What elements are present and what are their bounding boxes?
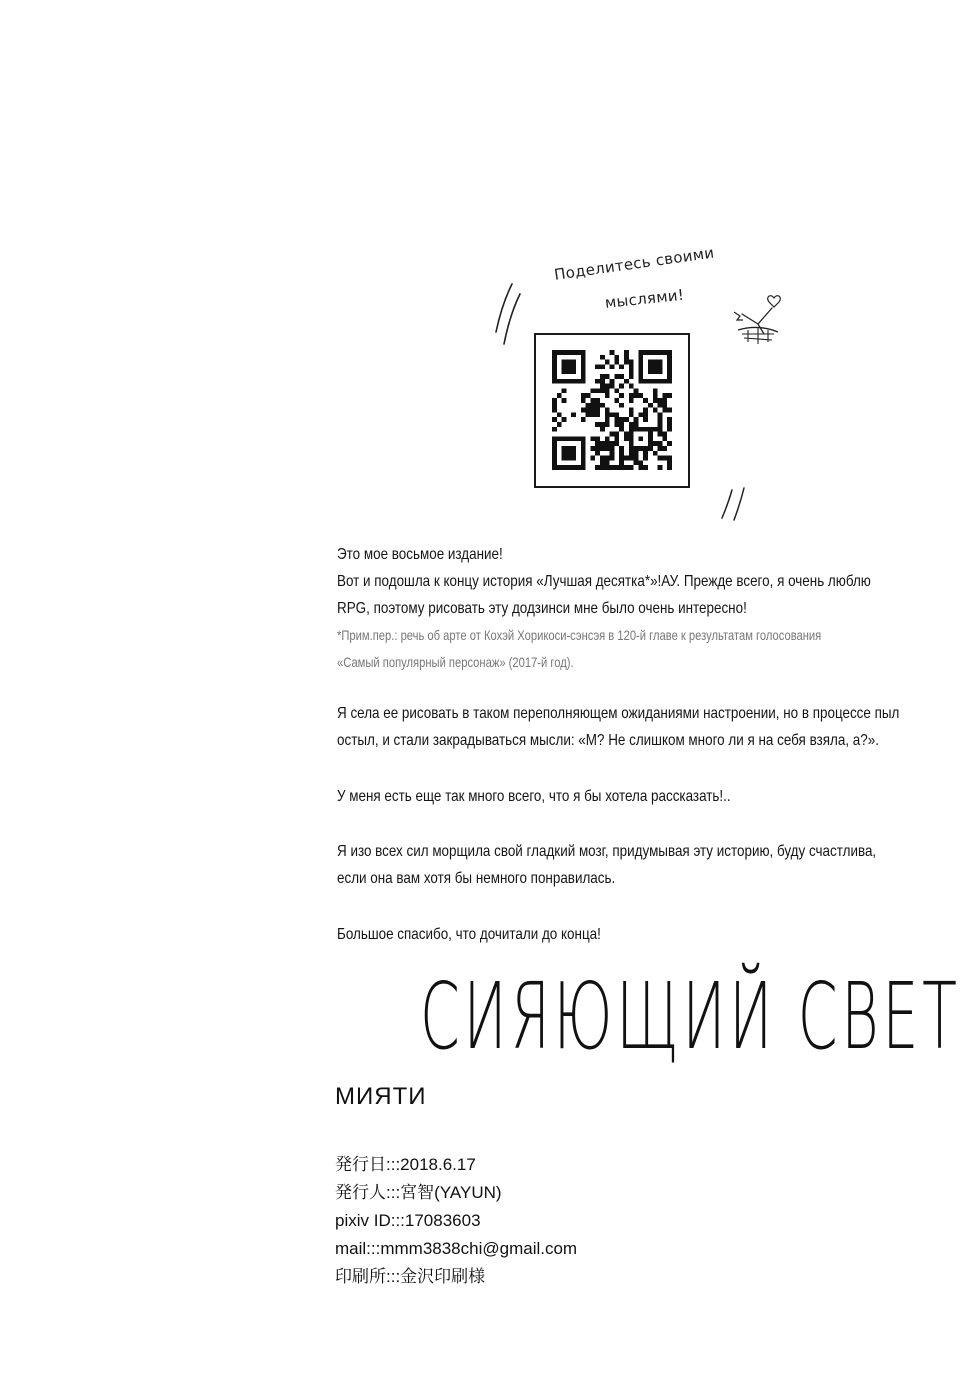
character-doodle-icon (728, 290, 790, 350)
colophon-mail[interactable]: mail:::mmm3838chi@gmail.com (335, 1239, 578, 1258)
colophon-date: 発行日:::2018.6.17 (335, 1155, 476, 1174)
afterword-line: Я изо всех сил морщила свой гладкий мозг, придумывая эту историю, буду счастлива, (337, 843, 877, 860)
doodle-strokes-left (490, 280, 530, 350)
caption-line-1: Поделитесь своими (553, 243, 716, 284)
colophon-publisher: 発行人:::宮智(YAYUN) (335, 1183, 502, 1202)
doodle-strokes-right (718, 486, 758, 526)
translator-note (337, 622, 881, 676)
colophon-pixiv: pixiv ID:::17083603 (335, 1211, 481, 1230)
afterword-paragraph-5 (337, 921, 841, 948)
afterword-paragraph-1 (337, 541, 871, 622)
book-title: СИЯЮЩИЙ СВЕТ (420, 963, 961, 1070)
note-line: «Самый популярный персонаж» (2017-й год). (337, 654, 574, 670)
afterword-paragraph-3 (337, 783, 841, 810)
afterword-line: Большое спасибо, что дочитали до конца! (337, 926, 601, 943)
afterword-line: RPG, поэтому рисовать эту додзинси мне было очень интересно! (337, 600, 747, 617)
qr-code-icon[interactable] (552, 350, 672, 470)
afterword-line: У меня есть еще так много всего, что я бы хотела рассказать!.. (337, 788, 731, 805)
author-name: МИЯТИ (335, 1083, 427, 1110)
colophon (335, 1151, 577, 1291)
afterword-line: Это мое восьмое издание! (337, 546, 503, 563)
note-line: *Прим.пер.: речь об арте от Кохэй Хорикоси-сэнсэя в 120-й главе к результатам голосования (337, 627, 822, 643)
afterword-paragraph-2 (337, 700, 900, 754)
colophon-printer: 印刷所:::金沢印刷様 (335, 1267, 486, 1286)
afterword-line: если она вам хотя бы немного понравилась. (337, 870, 616, 887)
afterword-line: Я села ее рисовать в таком переполняющем ожиданиями настроении, но в процессе пыл (337, 705, 900, 722)
caption-line-2: мыслями! (604, 285, 685, 312)
afterword-paragraph-4 (337, 838, 877, 892)
afterword-line: остыл, и стали закрадываться мысли: «М? Не слишком много ли я на себя взяла, а?». (337, 732, 879, 749)
afterword-line: Вот и подошла к концу история «Лучшая десятка*»!АУ. Прежде всего, я очень люблю (337, 573, 871, 590)
